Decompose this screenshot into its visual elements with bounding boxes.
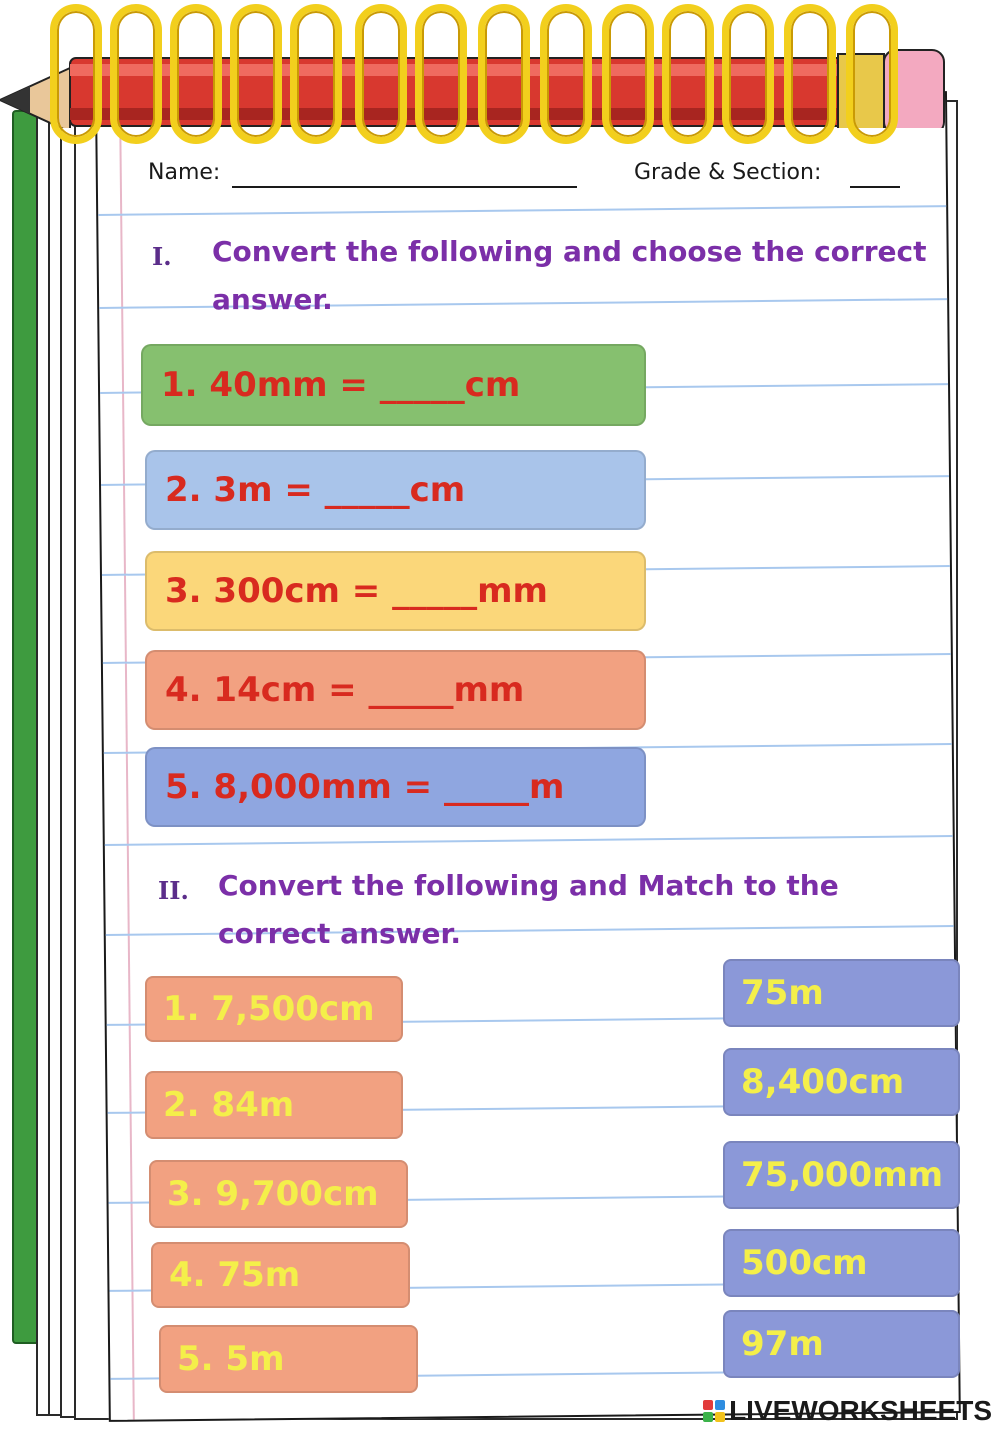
match-text: 4. 75m — [169, 1255, 301, 1295]
question-3[interactable] — [145, 551, 646, 631]
question-text: 5. 8,000mm = _____m — [165, 767, 565, 807]
spiral-coil — [722, 4, 774, 144]
section-2-instruction — [218, 862, 839, 958]
question-text: 2. 3m = _____cm — [165, 470, 466, 510]
ruled-line — [95, 205, 961, 216]
match-right-2[interactable] — [723, 1048, 960, 1116]
margin-line — [119, 102, 135, 1420]
name-label: Name: — [148, 160, 221, 185]
ruled-line — [95, 835, 961, 846]
match-text: 75m — [741, 973, 824, 1013]
spiral-coil — [290, 4, 342, 144]
match-right-5[interactable] — [723, 1310, 960, 1378]
match-left-3[interactable] — [149, 1160, 408, 1228]
spiral-coil — [478, 4, 530, 144]
match-text: 5. 5m — [177, 1339, 285, 1379]
spiral-coil — [170, 4, 222, 144]
spiral-coil — [230, 4, 282, 144]
spiral-coil — [602, 4, 654, 144]
match-text: 2. 84m — [163, 1085, 295, 1125]
match-text: 500cm — [741, 1243, 868, 1283]
section-1-instruction — [212, 228, 927, 324]
question-2[interactable] — [145, 450, 646, 530]
match-right-3[interactable] — [723, 1141, 960, 1209]
instruction-line: correct answer. — [218, 917, 461, 950]
match-left-2[interactable] — [145, 1071, 403, 1139]
match-left-1[interactable] — [145, 976, 403, 1042]
match-text: 97m — [741, 1324, 824, 1364]
match-left-4[interactable] — [151, 1242, 410, 1308]
question-5[interactable] — [145, 747, 646, 827]
spiral-coil — [784, 4, 836, 144]
grade-section-label: Grade & Section: — [634, 160, 822, 185]
section-2-numeral: II. — [158, 876, 189, 905]
instruction-line: Convert the following and Match to the — [218, 869, 839, 902]
question-4[interactable] — [145, 650, 646, 730]
question-text: 4. 14cm = _____mm — [165, 670, 525, 710]
instruction-line: answer. — [212, 283, 333, 316]
watermark-text: LIVEWORKSHEETS — [729, 1395, 992, 1426]
spiral-coil — [50, 4, 102, 144]
match-right-4[interactable] — [723, 1229, 960, 1297]
grade-section-field[interactable] — [850, 186, 900, 188]
question-1[interactable] — [141, 344, 646, 426]
spiral-coil — [355, 4, 407, 144]
match-right-1[interactable] — [723, 959, 960, 1027]
match-text: 75,000mm — [741, 1155, 944, 1195]
match-left-5[interactable] — [159, 1325, 418, 1393]
match-text: 1. 7,500cm — [163, 989, 375, 1029]
spiral-coil — [662, 4, 714, 144]
question-text: 3. 300cm = _____mm — [165, 571, 548, 611]
match-text: 3. 9,700cm — [167, 1174, 379, 1214]
spiral-coil — [540, 4, 592, 144]
question-text: 1. 40mm = _____cm — [161, 365, 521, 405]
spiral-coil — [415, 4, 467, 144]
liveworksheets-logo-icon — [703, 1400, 725, 1422]
liveworksheets-watermark[interactable] — [703, 1395, 992, 1427]
section-1-numeral: I. — [152, 242, 172, 271]
spiral-coil — [846, 4, 898, 144]
spiral-coil — [110, 4, 162, 144]
match-text: 8,400cm — [741, 1062, 905, 1102]
instruction-line: Convert the following and choose the correct — [212, 235, 927, 268]
name-field[interactable] — [232, 186, 577, 188]
